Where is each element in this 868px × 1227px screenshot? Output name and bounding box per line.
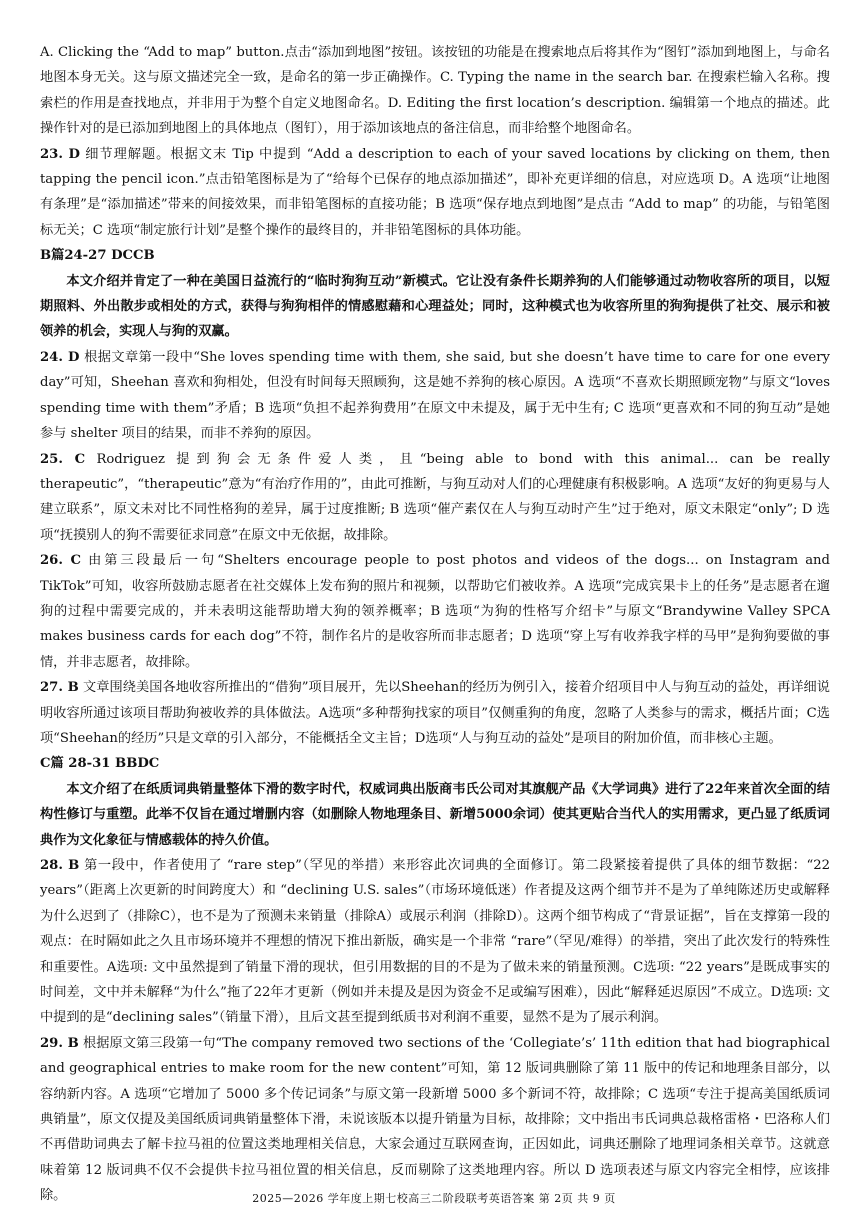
- answer-23: [40, 142, 830, 244]
- answer-28-number: 28. B: [40, 858, 80, 873]
- section-c-title: C篇 28-31 BBDC: [40, 756, 160, 772]
- answer-24: [40, 345, 830, 447]
- answer-25-text: Rodriguez 提到狗会无条件爱人类，且“being able to bond with this animal... can be really therapeutic”，“therapeutic”意为“有治疗作用的”，由此可推断，与狗互动对人们的心理健康有积极影响。A 选项“友好的狗更易与人建立联系”，原文未对比不同性格狗的差异，属于过度推断; B 选项“催产素仅在人与狗互动时产生”过于绝对，原文未限定“only”; D 选项“抚摸别人的狗不需要征求同意”在原文中无依据，故排除。: [40, 451, 830, 543]
- page-footer: 2025—2026 学年度上期七校高三二阶段联考英语答案 第 2页 共 9 页: [252, 1192, 616, 1205]
- answer-27-number: 27. B: [40, 680, 79, 696]
- answer-28: [40, 853, 830, 1031]
- answer-page: [40, 40, 830, 1209]
- answer-24-text: 根据文章第一段中“She loves spending time with them, she said, but she doesn’t have time to care for one every day”可知，Sheehan 喜欢和狗相处，但没有时间每天照顾狗，这是她不养狗的核心原因。A 选项“不喜欢长期照顾宠物”与原文“loves spending time with them”矛盾；B 选项“负担不起养狗费用”在原文中未提及，属于无中生有; C 选项“更喜欢和不同的狗互动”是她参与 shelter 项目的结果，而非不养狗的原因。: [40, 349, 830, 442]
- section-c-summary: 本文介绍了在纸质词典销量整体下滑的数字时代，权威词典出版商韦氏公司对其旗舰产品《大学词典》进行了22年来首次全面的结构性修订与重塑。此举不仅旨在通过增删内容（如删除人物地理条目、新增5000余词）使其更贴合当代人的实用需求，更凸显了纸质词典作为文化象征与情感载体的持久价值。: [40, 781, 830, 848]
- answer-24-number: 24. D: [40, 349, 80, 365]
- answer-23-number: 23. D: [40, 146, 80, 162]
- intro-paragraph: A. Clicking the “Add to map” button.点击“添加到地图”按钮。该按钮的功能是在搜索地点后将其作为“图钉”添加到地图上，与命名地图本身无关。这与原文描述完全一致，是命名的第一步正确操作。C. Typing the name in the search bar. 在搜索栏输入名称。搜索栏的作用是查找地点，并非用于为整个自定义地图命名。D. Editing the first location’s description. 编辑第一个地点的描述。此操作针对的是已添加到地图上的具体地点（图钉），用于添加该地点的备注信息，而非给整个地图命名。: [40, 45, 830, 137]
- answer-29: [40, 1031, 830, 1209]
- answer-28-text: 第一段中，作者使用了 “rare step”（罕见的举措）来形容此次词典的全面修订。第二段紧接着提供了具体的细节数据：“22 years”（距离上次更新的时间跨度大）和 “declining U.S. sales”（市场环境低迷）作者提及这两个细节并不是为了单纯陈述历史或解释为什么迟到了（排除C），也不是为了预测未来销量（排除A）或展示利润（排除D）。这两个细节构成了“背景证据”，旨在支撑第一段的观点：在时隔如此之久且市场环境并不理想的情况下推出新版，确实是一个非常 “rare”（罕见/难得）的举措，突出了此次发行的特殊性和重要性。A选项: 文中虽然提到了销量下滑的现状，但引用数据的目的不是为了做未来的销量预测。C选项: “22 years”是既成事实的时间差，文中并未解释“为什么”拖了22年才更新（例如并未提及是因为资金不足或编写困难），因此“解释延迟原因”不成立。D选项: 文中提到的是“declining sales”（销量下滑），且后文甚至提到纸质书对利润不重要，显然不是为了展示利润。: [40, 858, 830, 1026]
- answer-25-number: 25. C: [40, 451, 86, 467]
- answer-26-number: 26. C: [40, 553, 81, 569]
- answer-26: [40, 548, 830, 675]
- answer-23-text: 细节理解题。根据文末 Tip 中提到 “Add a description to each of your saved locations by clicking on them, then tapping the pencil icon.”点击铅笔图标是为了“给每个已保存的地点添加描述”，即补充更详细的信息，对应选项 D。A 选项“让地图有条理”是“添加描述”带来的间接效果，而非铅笔图标的直接功能；B 选项“保存地点到地图”是点击 “Add to map” 的功能，与铅笔图标无关；C 选项“制定旅行计划”是整个操作的最终目的，并非铅笔图标的具体功能。: [40, 146, 830, 238]
- section-b-summary: 本文介绍并肯定了一种在美国日益流行的“临时狗狗互动”新模式。它让没有条件长期养狗的人们能够通过动物收容所的项目，以短期照料、外出散步或相处的方式，获得与狗狗相伴的情感慰藉和心理益处；同时，这种模式也为收容所里的狗狗提供了社交、展示和被领养的机会，实现人与狗的双赢。: [40, 273, 830, 340]
- answer-25: [40, 447, 830, 549]
- answer-29-number: 29. B: [40, 1035, 79, 1051]
- section-b-title: B篇24-27 DCCB: [40, 248, 155, 264]
- answer-29-text: 根据原文第三段第一句“The company removed two sections of the ‘Collegiate’s’ 11th edition that had biographical and geographical entries to make room for the new content”可知，第 12 版词典删除了第 11 版中的传记和地理条目部分，以容纳新内容。A 选项“它增加了 5000 多个传记词条”与原文第一段新增 5000 多个新词不符，故排除；C 选项“专注于提高美国纸质词典销量”，原文仅提及美国纸质词典销量整体下滑，未说该版本以提升销量为目标，故排除；文中指出韦氏词典总裁格雷格・巴洛称人们不再借助词典去了解卡拉马祖的位置这类地理相关信息，大家会通过互联网查询，正因如此，词典还删除了地理词条相关章节。这就意味着第 12 版词典不仅不会提供卡拉马祖位置的相关信息，反而剔除了这类地理内容。所以 D 选项表述与原文内容完全相悖，应该排除。: [40, 1035, 830, 1204]
- answer-27: [40, 675, 830, 751]
- answer-26-text: 由第三段最后一句“Shelters encourage people to post photos and videos of the dogs... on Instagram and TikTok”可知，收容所鼓励志愿者在社交媒体上发布狗的照片和视频，以帮助它们被收养。A 选项“完成宾果卡上的任务”是志愿者在遛狗的过程中需要完成的，并未表明这能帮助增大狗的领养概率；B 选项“为狗的性格写介绍卡”与原文“Brandywine Valley SPCA makes business cards for each dog”不符，制作名片的是收容所而非志愿者；D 选项“穿上写有收养我字样的马甲”是狗狗要做的事情，并非志愿者，故排除。: [40, 553, 830, 670]
- answer-27-text: 文章围绕美国各地收容所推出的“借狗”项目展开，先以Sheehan的经历为例引入，接着介绍项目中人与狗互动的益处，再详细说明收容所通过该项目帮助狗被收养的具体做法。A选项“多种帮狗找家的项目”仅侧重狗的角度，忽略了人类参与的需求，概括片面；C选项“Sheehan的经历”只是文章的引入部分，不能概括全文主旨；D选项“人与狗互动的益处”是项目的附加价值，而非核心主题。: [40, 680, 830, 746]
